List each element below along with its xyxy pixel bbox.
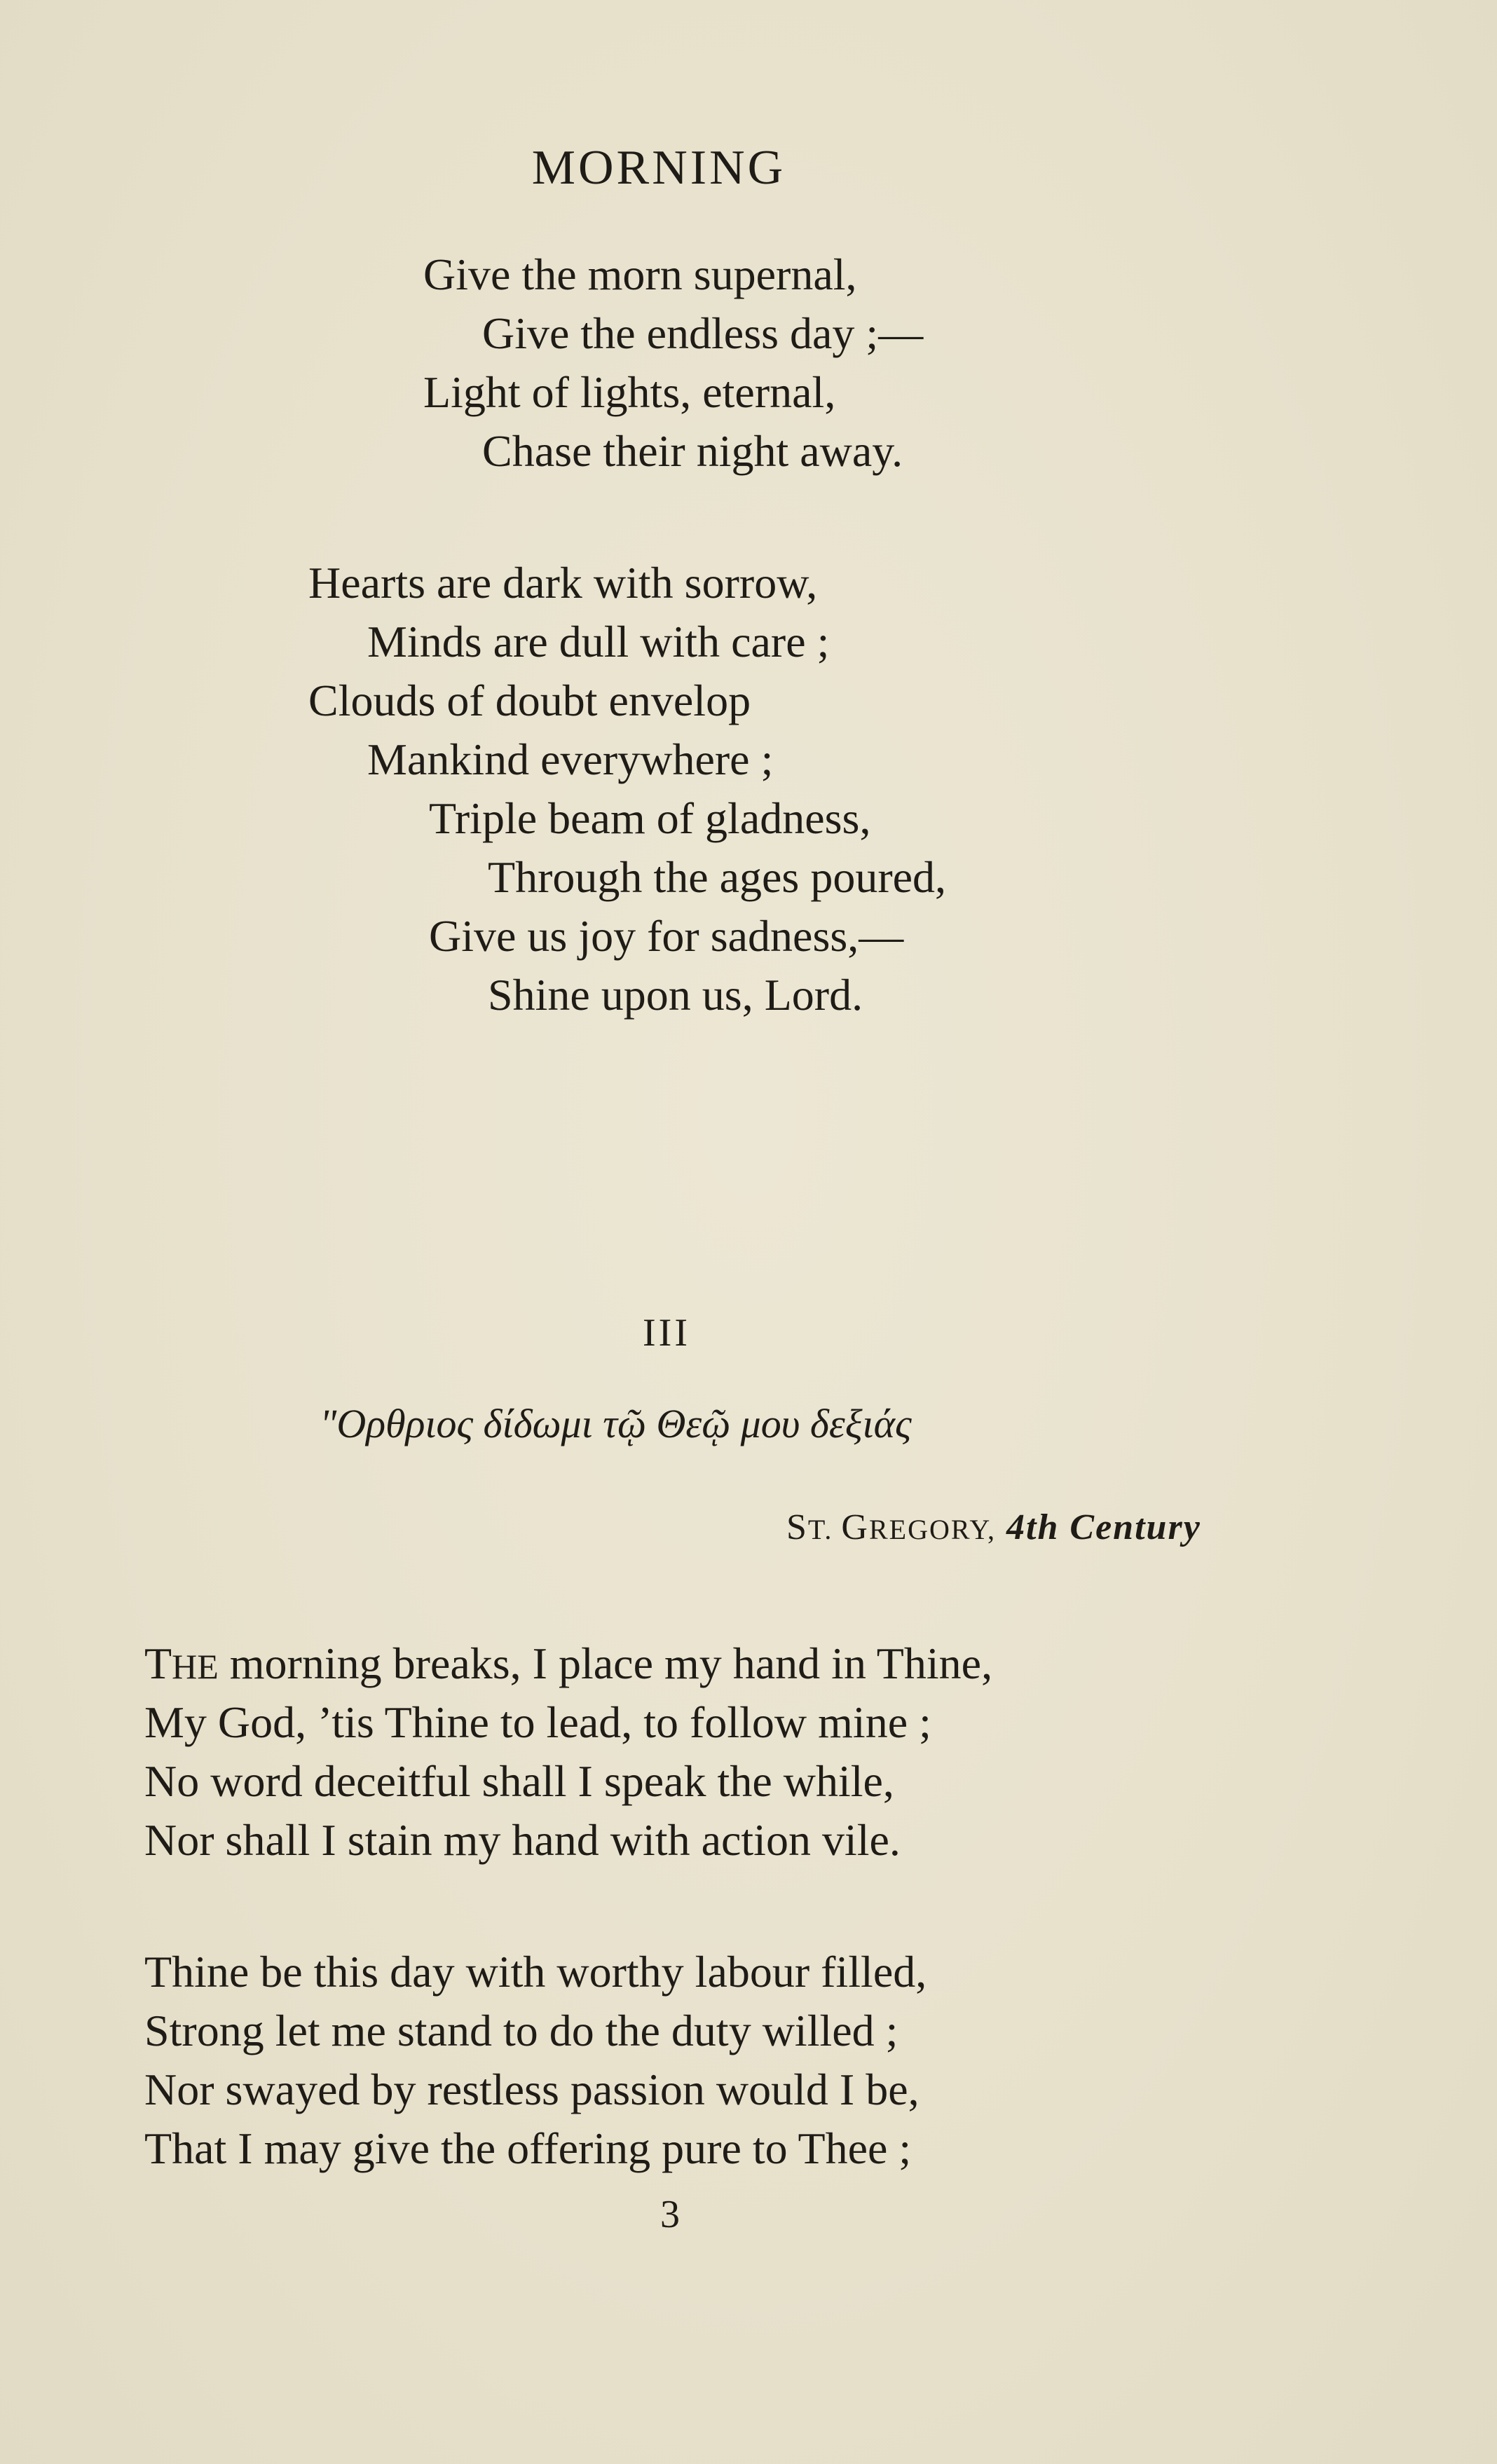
verse-line: That I may give the offering pure to Thee ; (144, 2123, 912, 2173)
stanza-1 (423, 245, 923, 481)
verse-line: Give the morn supernal, (423, 249, 857, 299)
verse-line: Triple beam of gladness, (429, 793, 871, 843)
verse-line: Mankind everywhere ; (367, 734, 774, 784)
verse-line: Light of lights, eternal, (423, 367, 836, 417)
verse-line: Nor swayed by restless passion would I be, (144, 2065, 920, 2114)
verse-line: Clouds of doubt envelop (308, 676, 751, 725)
page-number: 3 (660, 2193, 680, 2236)
attribution-century: 4th Century (1006, 1507, 1201, 1547)
verse-line: My God, ’tis Thine to lead, to follow mine ; (144, 1697, 931, 1747)
verse-line-text: morning breaks, I place my hand in Thine, (218, 1638, 993, 1688)
verse-line: Chase their night away. (482, 426, 903, 476)
verse-line: Give the endless day ;— (482, 308, 924, 358)
running-head: MORNING (531, 141, 786, 195)
greek-epigraph: "Ορθριος δίδωμι τῷ Θεῷ μου δεξιάς (320, 1401, 912, 1446)
stanza-3 (144, 1634, 992, 1870)
attribution-initial: G (841, 1507, 869, 1547)
verse-line: Shine upon us, Lord. (488, 970, 863, 1020)
verse-line: Strong let me stand to do the duty willed ; (144, 2006, 898, 2055)
attribution-text: REGORY, (868, 1514, 997, 1545)
verse-line: Hearts are dark with sorrow, (308, 558, 818, 608)
verse-line: Minds are dull with care ; (367, 617, 830, 666)
verse-line: Through the ages poured, (488, 852, 947, 902)
drop-initial: T (144, 1638, 172, 1688)
section-number: III (643, 1311, 690, 1355)
verse-line: No word deceitful shall I speak the while, (144, 1756, 894, 1806)
verse-line: Nor shall I stain my hand with action vile. (144, 1815, 901, 1865)
verse-line: Thine be this day with worthy labour filled, (144, 1947, 927, 1997)
verse-line: Give us joy for sadness,— (429, 911, 904, 961)
attribution-text: T. (807, 1514, 842, 1545)
small-caps-word: HE (172, 1647, 219, 1686)
attribution-initial: S (786, 1507, 808, 1547)
stanza-4 (144, 1943, 927, 2178)
stanza-2 (308, 554, 946, 1025)
verse-line (144, 1634, 992, 1693)
attribution (786, 1507, 1201, 1548)
